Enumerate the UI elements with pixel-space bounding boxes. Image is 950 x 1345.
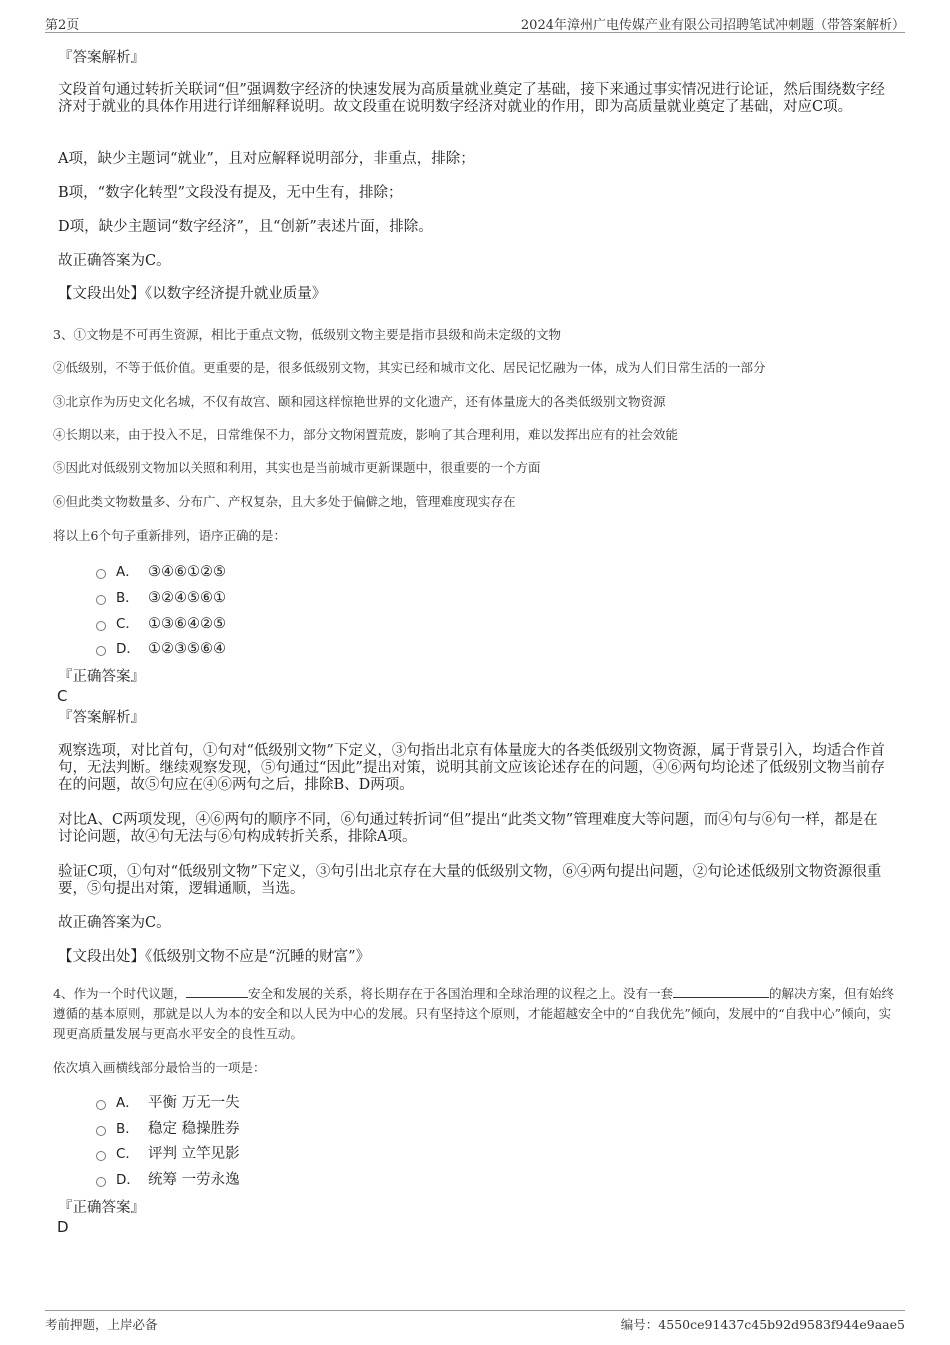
page-number: 第2页 [45,18,80,33]
q4-option-d[interactable]: D． 统筹 一劳永逸 [96,1170,240,1190]
footer-slogan: 考前押题，上岸必备 [45,1317,158,1332]
q3-prompt: 将以上6个句子重新排列，语序正确的是： [53,528,286,543]
radio-icon[interactable] [96,1151,106,1161]
q3-option-a[interactable]: A． ③④⑥①②⑤ [96,562,226,582]
q3-conclusion: 故正确答案为C。 [58,915,171,931]
q3-sentence-5: ⑤因此对低级别文物加以关照和利用，其实也是当前城市更新课题中，很重要的一个方面 [53,460,541,475]
q3-answer-label: 『正确答案』 [58,669,145,685]
radio-icon[interactable] [96,1126,106,1136]
q4-prompt: 依次填入画横线部分最恰当的一项是： [53,1060,266,1075]
q2-conclusion: 故正确答案为C。 [58,253,171,269]
q3-sentence-1: 3、①文物是不可再生资源，相比于重点文物，低级别文物主要是指市县级和尚未定级的文物 [53,327,561,342]
q3-analysis-label: 『答案解析』 [58,710,145,726]
q2-analysis-p2: A项，缺少主题词“就业”，且对应解释说明部分，非重点，排除； [58,151,475,167]
radio-icon[interactable] [96,569,106,579]
q4-blank-1 [186,984,248,998]
q4-option-b[interactable]: B． 稳定 稳操胜券 [96,1119,240,1139]
q3-sentence-2: ②低级别，不等于低价值。更重要的是，很多低级别文物，其实已经和城市文化、居民记忆融为一体，成为人们日常生活的一部分 [53,360,766,375]
radio-icon[interactable] [96,646,106,656]
q3-option-b[interactable]: B． ③②④⑤⑥① [96,588,226,608]
q3-sentence-6: ⑥但此类文物数量多、分布广、产权复杂，且大多处于偏僻之地，管理难度现实存在 [53,494,516,509]
page-header [45,12,905,33]
radio-icon[interactable] [96,621,106,631]
radio-icon[interactable] [96,1100,106,1110]
footer-code: 编号：4550ce91437c45b92d9583f944e9aae5 [620,1317,905,1332]
q3-analysis-p1: 观察选项，对比首句，①句对“低级别文物”下定义，③句指出北京有体量庞大的各类低级别文物资源，属于背景引入，均适合作首句，无法判断。继续观察发现，⑤句通过“因此”提出对策，说明其前文应该论述存在的问题，④⑥两句均论述了低级别文物当前存在的问题，故⑤句应在④⑥两句之后，排除B、D两项。 [58,743,885,793]
q4-stem: 4、作为一个时代议题， 安全和发展的关系，将长期存在于各国治理和全球治理的议程之上。没有一套 的解决方案，但有始终遵循的基本原则，那就是以人为本的安全和以人民为中心的发展。只有坚持这个原则，才能超越安全中的“自我优先”倾向，发展中的“自我中心”倾向，实现更高质量发展与更高水平安全的良性互动。 [53,986,894,1041]
q3-answer: C [57,687,68,705]
q2-source: 【文段出处】《以数字经济提升就业质量》 [58,286,327,302]
q2-analysis-p3: B项，“数字化转型”文段没有提及，无中生有，排除； [58,185,403,201]
q4-option-c[interactable]: C． 评判 立竿见影 [96,1144,240,1164]
q4-answer-label: 『正确答案』 [58,1200,145,1216]
page-footer [45,1310,905,1335]
q3-analysis-p3: 验证C项，①句对“低级别文物”下定义，③句引出北京存在大量的低级别文物，⑥④两句提出问题，②句论述低级别文物资源很重要，⑤句提出对策，逻辑通顺，当选。 [58,864,882,897]
q2-analysis-p4: D项，缺少主题词“数字经济”，且“创新”表述片面，排除。 [58,219,433,235]
q2-analysis-label: 『答案解析』 [58,50,145,66]
q4-blank-2 [673,984,769,998]
q3-source: 【文段出处】《低级别文物不应是“沉睡的财富”》 [58,949,371,965]
q4-option-a[interactable]: A． 平衡 万无一失 [96,1093,240,1113]
radio-icon[interactable] [96,595,106,605]
q4-answer: D [57,1218,69,1236]
q3-analysis-p2: 对比A、C两项发现，④⑥两句的顺序不同，⑥句通过转折词“但”提出“此类文物”管理难度大等问题，而④句与⑥句一样，都是在讨论问题，故④句无法与⑥句构成转折关系，排除A项。 [58,812,878,845]
q3-option-d[interactable]: D． ①②③⑤⑥④ [96,639,226,659]
q3-option-c[interactable]: C． ①③⑥④②⑤ [96,614,226,634]
radio-icon[interactable] [96,1177,106,1187]
q3-sentence-4: ④长期以来，由于投入不足，日常维保不力，部分文物闲置荒废，影响了其合理利用，难以发挥出应有的社会效能 [53,427,679,442]
document-title: 2024年漳州广电传媒产业有限公司招聘笔试冲刺题（带答案解析） [520,18,905,33]
q2-analysis-p1: 文段首句通过转折关联词“但”强调数字经济的快速发展为高质量就业奠定了基础，接下来通过事实情况进行论证，然后围绕数字经济对于就业的具体作用进行详细解释说明。故文段重在说明数字经济对就业的作用，即为高质量就业奠定了基础，对应C项。 [58,82,885,115]
q3-sentence-3: ③北京作为历史文化名城，不仅有故宫、颐和园这样惊艳世界的文化遗产，还有体量庞大的各类低级别文物资源 [53,394,666,409]
